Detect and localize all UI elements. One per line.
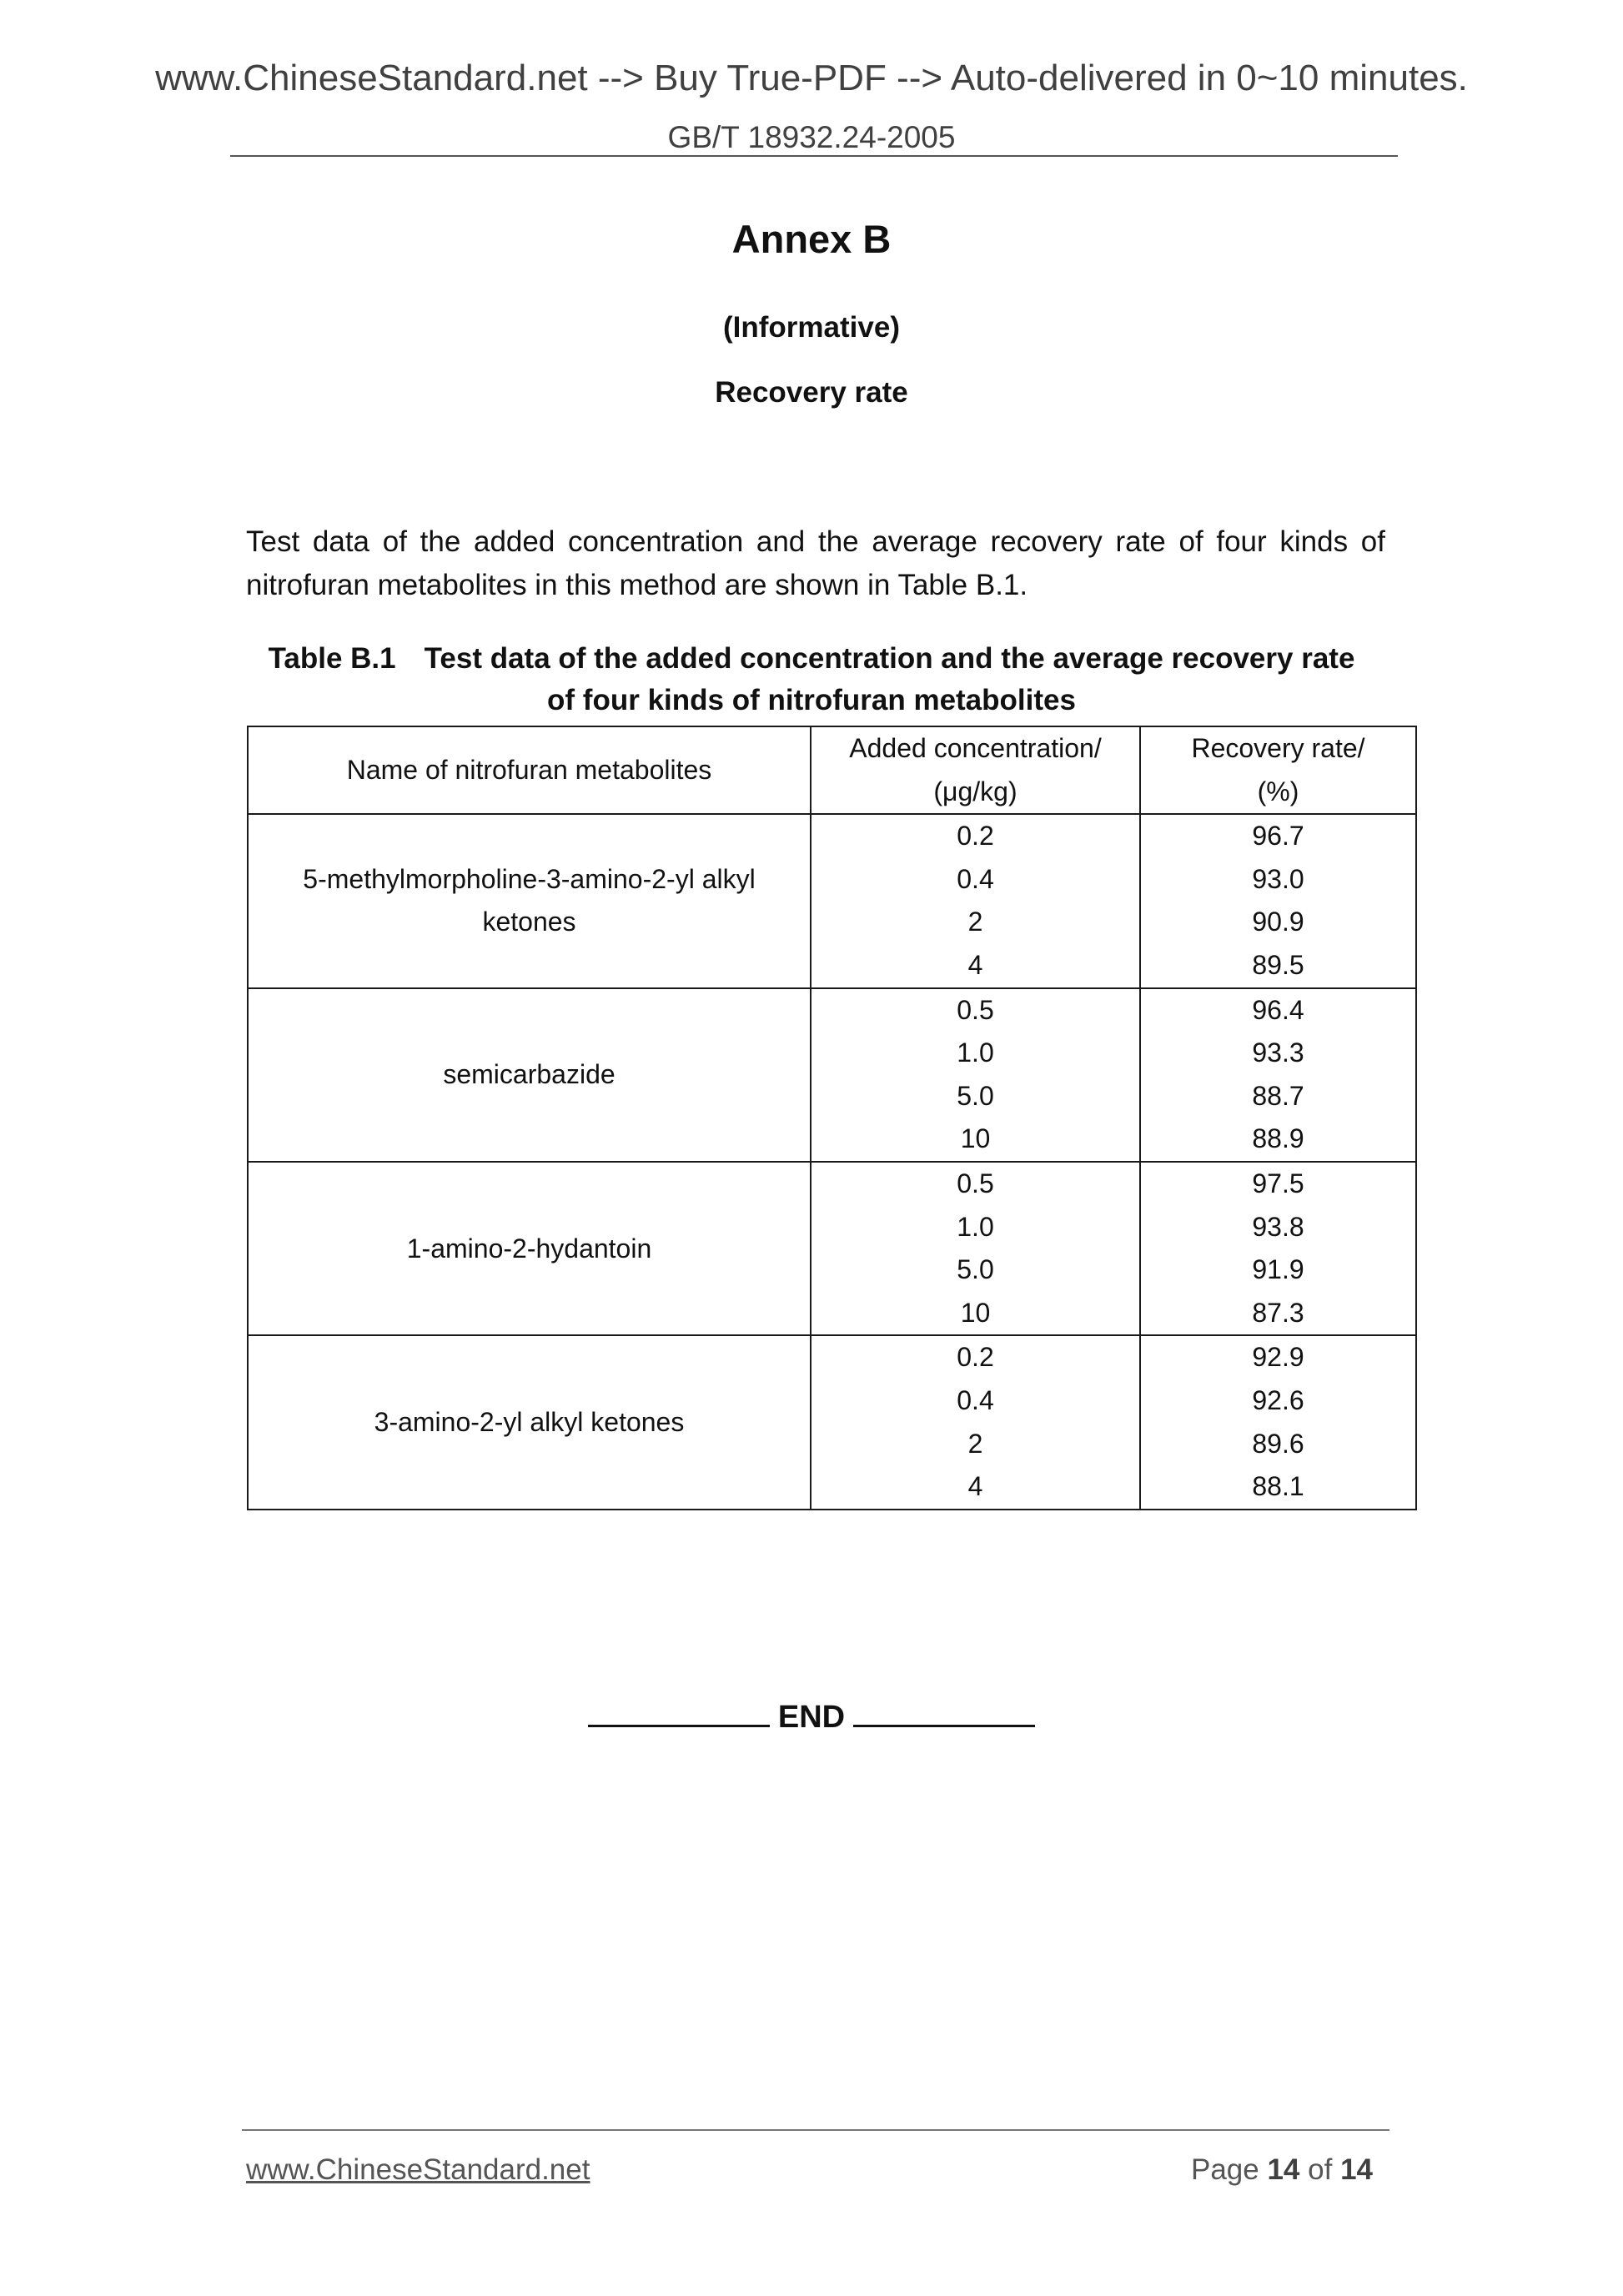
concentration-cell: 0.5 1.0 5.0 10 bbox=[811, 1162, 1140, 1335]
concentration-cell: 0.2 0.4 2 4 bbox=[811, 814, 1140, 987]
table-row bbox=[248, 814, 1416, 987]
table-caption-line1: Test data of the added concentration and the average recovery rate bbox=[424, 642, 1355, 675]
annex-subject: Recovery rate bbox=[715, 376, 908, 409]
annex-type: (Informative) bbox=[723, 311, 900, 344]
page-number: Page 14 of 14 bbox=[1190, 2153, 1373, 2186]
recovery-table bbox=[247, 726, 1417, 1510]
annex-title: Annex B bbox=[731, 217, 892, 261]
end-rule-right bbox=[853, 1701, 1035, 1727]
standard-code: GB/T 18932.24-2005 bbox=[667, 120, 956, 154]
recovery-cell: 96.4 93.3 88.7 88.9 bbox=[1140, 988, 1416, 1162]
footer-site-link[interactable]: www.ChineseStandard.net bbox=[246, 2153, 590, 2186]
concentration-cell: 0.5 1.0 5.0 10 bbox=[811, 988, 1140, 1162]
recovery-cell: 97.5 93.8 91.9 87.3 bbox=[1140, 1162, 1416, 1335]
header-divider bbox=[230, 155, 1398, 157]
header-name: Name of nitrofuran metabolites bbox=[248, 726, 811, 814]
footer-divider bbox=[242, 2129, 1389, 2131]
table-row bbox=[248, 1335, 1416, 1509]
header-concentration: Added concentration/ (μg/kg) bbox=[811, 726, 1140, 814]
table-row bbox=[248, 1162, 1416, 1335]
table-row bbox=[248, 988, 1416, 1162]
intro-paragraph: Test data of the added concentration and the average recovery rate of four kinds of nitrofuran metabolites in this method are shown in Table B.1. bbox=[246, 525, 1385, 601]
table-label: Table B.1 bbox=[268, 642, 396, 675]
table-caption bbox=[0, 644, 1623, 673]
table-caption-line2: of four kinds of nitrofuran metabolites bbox=[547, 684, 1076, 716]
metabolite-name: 3-amino-2-yl alkyl ketones bbox=[248, 1335, 811, 1509]
metabolite-name: semicarbazide bbox=[248, 988, 811, 1162]
metabolite-name: 5-methylmorpholine-3-amino-2-yl alkyl ketones bbox=[248, 814, 811, 987]
recovery-cell: 96.7 93.0 90.9 89.5 bbox=[1140, 814, 1416, 987]
end-marker: END bbox=[0, 1701, 1623, 1733]
header-banner[interactable]: www.ChineseStandard.net --> Buy True-PDF --> Auto-delivered in 0~10 minutes. bbox=[155, 58, 1468, 98]
recovery-cell: 92.9 92.6 89.6 88.1 bbox=[1140, 1335, 1416, 1509]
end-rule-left bbox=[588, 1701, 770, 1727]
header-recovery: Recovery rate/ (%) bbox=[1140, 726, 1416, 814]
metabolite-name: 1-amino-2-hydantoin bbox=[248, 1162, 811, 1335]
concentration-cell: 0.2 0.4 2 4 bbox=[811, 1335, 1140, 1509]
table-header-row bbox=[248, 726, 1416, 814]
